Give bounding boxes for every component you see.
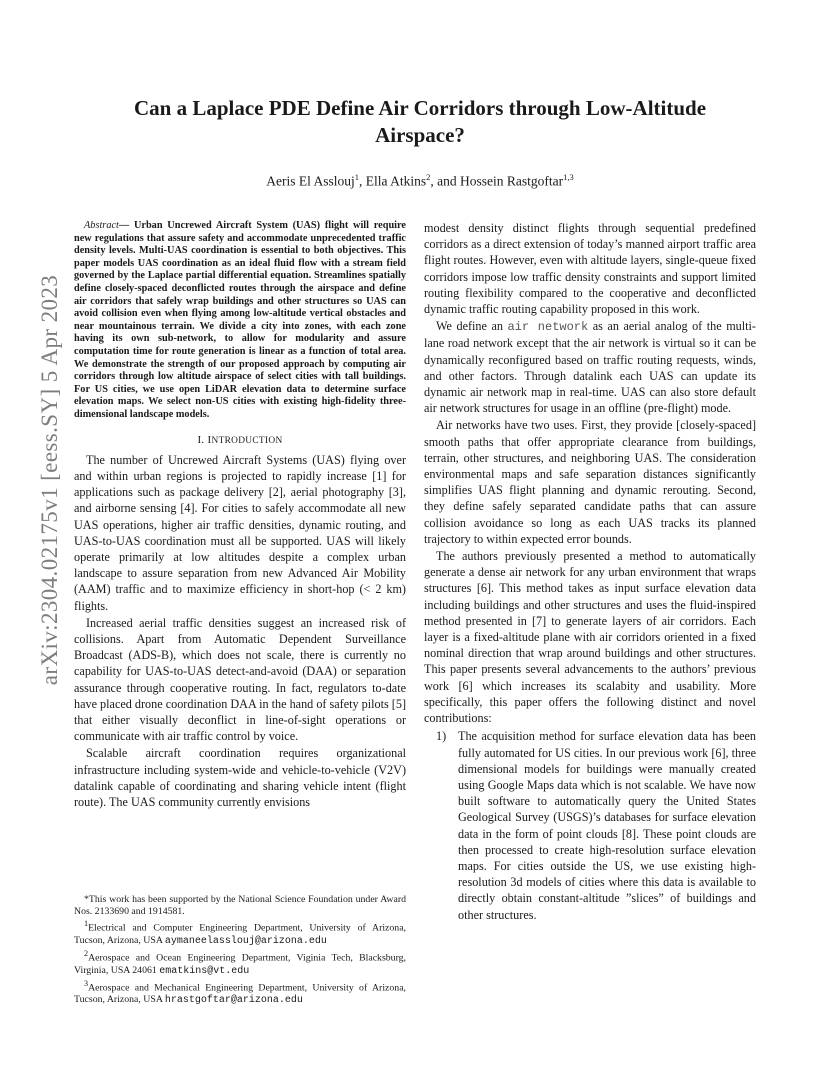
body-paragraph: Air networks have two uses. First, they provide [closely-spaced] smooth paths that offer appropriate clearance from buildings, terrain, other structures, and neighboring UAS. The consideration environmental maps and safe separation distances significantly simplifies UAS flight planning and dynamic rerouting. Second, they define safely separated candidate paths that can assure collision avoidance so long as each UAS tracks its planned trajectory to within expected error bounds. (424, 418, 756, 546)
email-link[interactable]: aymaneelasslouj@arizona.edu (164, 935, 327, 947)
author-separator: , and (430, 173, 461, 189)
affiliation-footnote (74, 918, 406, 948)
intro-paragraph: Increased aerial traffic densities suggest an increased risk of collisions. Apart from Automatic Dependent Surveillance Broadcast (ADS-B), which does not scale, there is currently no capability for UAS-to-UAS detect-and-avoid (DAA) or separation assurance through cooperative routing. In fact, regulators to-date have placed drone coordination DAA in the hand of safety pilots [5] that either visually deconflict in line-of-sight operations or communicate with air traffic control by voice. (74, 615, 407, 744)
body-paragraph (424, 318, 756, 416)
intro-paragraph: Scalable aircraft coordination requires organizational infrastructure including system-wide and vehicle-to-vehicle (V2V) datalink capable of coordinating and sharing vehicle intent (flight route). The UAS community currently envisions (74, 746, 406, 809)
footnote-text: Electrical and Computer Engineering Department, University of Arizona, Tucson, Arizona, USA (74, 922, 406, 946)
footnote-marker: 1 (84, 919, 89, 929)
affiliation-marker: 1 (354, 172, 360, 182)
body-paragraph: modest density distinct flights through sequential predefined corridors as a direct extension of today’s manned airport traffic area flight routes. However, even with altitude layers, single-queue fixed corridors impose low traffic density constraints and support limited routing flexibility compared to the cooperative and deconflicted dynamic traffic routing capability proposed in this work. (424, 221, 756, 317)
author-separator: , (359, 173, 366, 189)
author-name: Aeris El Asslouj (266, 173, 355, 189)
affiliation-footnote (74, 948, 406, 978)
right-column (424, 220, 756, 923)
arxiv-identifier: arXiv:2304.02175v1 [eess.SY] 5 Apr 2023 (37, 274, 62, 686)
affiliation-marker: 2 (426, 172, 431, 182)
list-item (424, 728, 756, 922)
abstract (74, 220, 406, 422)
list-item-text: The acquisition method for surface elevation data has been fully automated for US cities. In our previous work [6], three dimensional models for buildings were manually created using Google Maps data which is not scalable. We have now built software to automatically query the United States Geological Survey (USGS)’s databases for surface elevation data in the form of point clouds [8]. These point clouds are then processed to create high-resolution surface elevation maps. For cities outside the US, we use existing high-resolution 3d models of cities where this data is available to directly obtain constant-altitude ”slices” of buildings and other structures. (458, 729, 756, 922)
footnote-marker: 3 (84, 978, 89, 988)
author-name: Hossein Rastgoftar (460, 173, 564, 189)
section-heading (74, 432, 406, 449)
affiliation-marker: 1,3 (563, 172, 574, 182)
inline-code-term: air network (507, 320, 589, 335)
email-link[interactable]: hrastgoftar@arizona.edu (164, 995, 303, 1007)
paragraph-text: as an aerial analog of the multi-lane road network except that the air network is virtual so it can be dynamically reconfigured based on traffic routing requests, winds, and other factors. Through datalink each UAS can update its dynamic air network map in real-time. UAS can also store default air network structures for usage in an offline (pre-flight) mode. (424, 319, 756, 416)
author-list (100, 172, 740, 190)
author-name: Ella Atkins (365, 173, 427, 189)
footnote-text: Aerospace and Mechanical Engineering Department, University of Arizona, Tucson, Arizona, USA (74, 982, 406, 1006)
section-numeral: I. (197, 433, 205, 446)
list-number: 1) (436, 729, 447, 744)
abstract-text: — Urban Uncrewed Aircraft System (UAS) flight will require new regulations that assure safety and accommodate unprecedented traffic density levels. Multi-UAS coordination is essential to both objectives. This paper models UAS coordination as an ideal fluid flow with a stream field governed by the Laplace partial differential equation. Streamlines spatially define closely-spaced deconflicted routes through the airspace and define air corridors that safely wrap buildings and other structures so UAS can avoid collision even when flying among low-altitude vertical obstacles and near mountainous terrain. We divide a city into zones, with each zone having its own sub-network, to allow for modularity and assure computation time for route generation is linear as a function of total area. We demonstrate the strength of our proposed approach by computing air corridors through low altitude airspace of select cities with tall buildings. For US cities, we use open LiDAR elevation data to determine surface elevation maps. We select non-US cities with existing high-fidelity three-dimensional landscape models. (74, 220, 406, 420)
footnote-marker: 2 (84, 949, 89, 959)
section-title-rest: NTRODUCTION (211, 435, 283, 446)
footnote-text: Aerospace and Ocean Engineering Department, Viginia Tech, Blacksburg, Virginia, USA 24061 (74, 952, 406, 976)
intro-paragraph: The number of Uncrewed Aircraft Systems (UAS) flying over and within urban regions is projected to rapidly increase [1] for applications such as package delivery [2], aerial photography [3], and airborne sensing [4]. For cities to safely accommodate all new UAS operations, higher air traffic densities, dynamic routing, and UAS-to-UAS coordination must all be supported. UAS will likely operate primarily at low altitudes despite a complex urban landscape to assure separation from new Advanced Air Mobility (AAM) traffic and to maximize efficiency in short-hop (< 2 km) flights. (74, 452, 406, 613)
affiliation-footnote (74, 978, 406, 1008)
paper-title: Can a Laplace PDE Define Air Corridors through Low-Altitude Airspace? (133, 96, 707, 147)
footnotes (74, 894, 406, 1007)
left-column (74, 220, 406, 811)
section-title-initial: I (207, 433, 212, 446)
contribution-list (424, 728, 756, 922)
funding-footnote: *This work has been supported by the National Science Foundation under Award Nos. 2133690 and 1914581. (74, 894, 406, 918)
paragraph-text: We define an (436, 319, 508, 334)
abstract-label: Abstract (84, 220, 119, 231)
email-link[interactable]: ematkins@vt.edu (159, 965, 250, 977)
body-paragraph: The authors previously presented a method to automatically generate a dense air network for any urban environment that wraps structures [6]. This method takes as input surface elevation data including buildings and other structures and uses the fluid-inspired method presented in [7] to generate layers of air corridors. Each layer is a fixed-altitude plane with air corridors oriented in a fixed nominal direction that wrap around buildings and other structures. This paper presents several advancements to the authors’ previous work [6] which increases its scalabity and usability. More specifically, this paper offers the following distinct and novel contributions: (424, 549, 756, 726)
